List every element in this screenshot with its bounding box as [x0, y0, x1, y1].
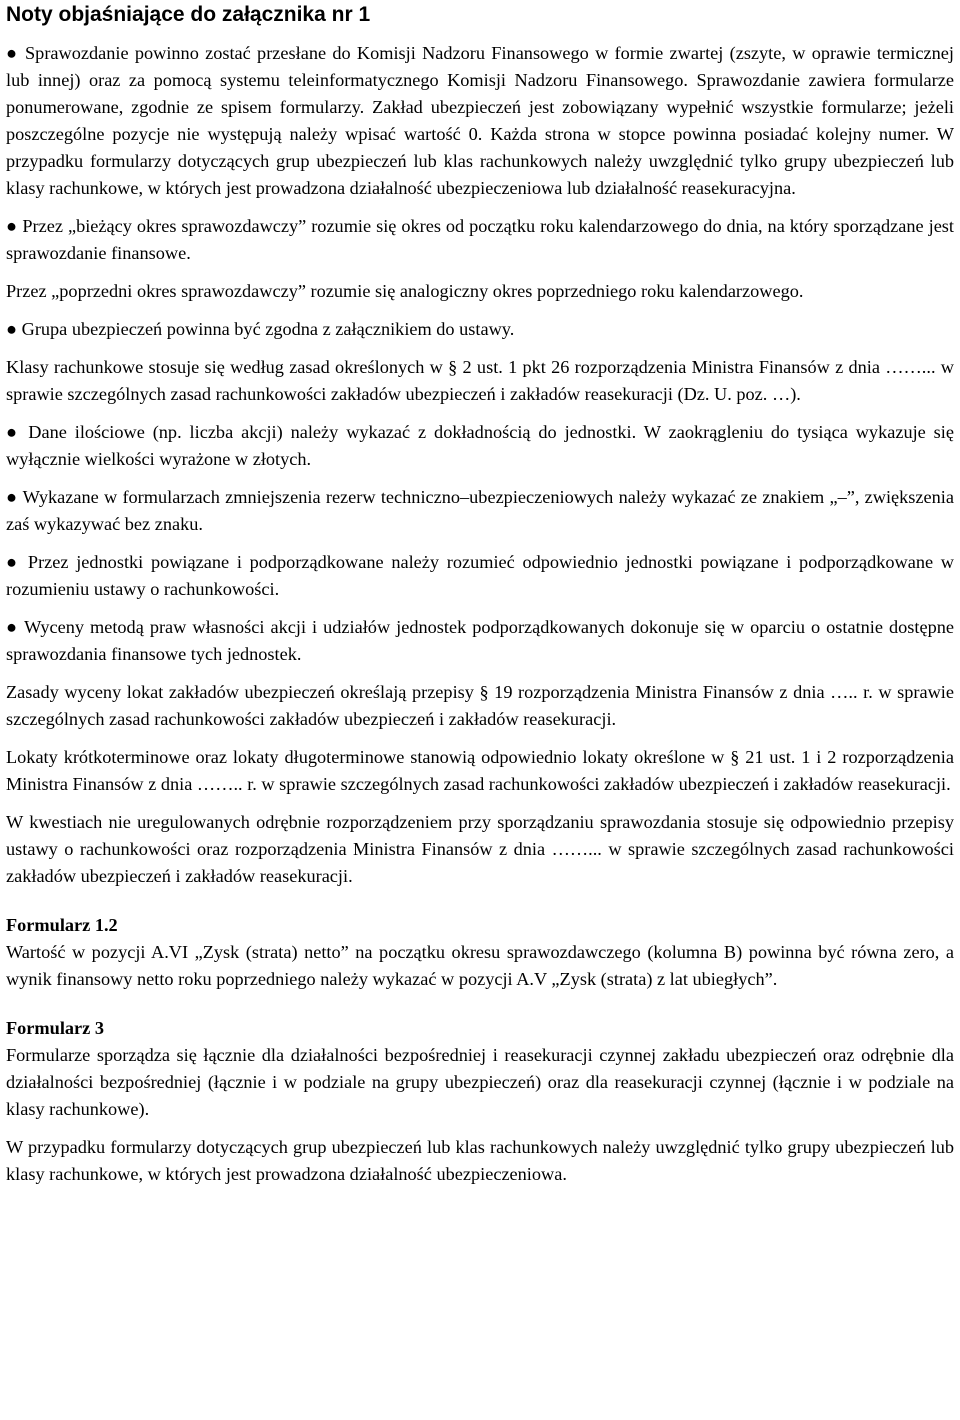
document-title: Noty objaśniające do załącznika nr 1: [6, 3, 371, 26]
paragraph-insurance-group: ● Grupa ubezpieczeń powinna być zgodna z załącznikiem do ustawy.: [6, 319, 515, 339]
section-heading-formularz-3: Formularz 3: [6, 1018, 104, 1038]
paragraph-accounting-classes: Klasy rachunkowe stosuje się według zasad określonych w § 2 ust. 1 pkt 26 rozporządzenia Ministra Finansów z dnia ……... w sprawie szczególnych zasad rachunkowości zakładów ubezpieczeń i zakładów reasekuracji (Dz. U. poz. …).: [6, 357, 954, 404]
paragraph-other-regulations: W kwestiach nie uregulowanych odrębnie rozporządzeniem przy sporządzaniu sprawozdania stosuje się odpowiednio przepisy ustawy o rachunkowości oraz rozporządzenia Ministra Finansów z dnia ……... w sprawie szczególnych zasad rachunkowości zakładów ubezpieczeń i zakładów reasekuracji.: [6, 812, 954, 886]
paragraph-equity-method: ● Wyceny metodą praw własności akcji i udziałów jednostek podporządkowanych dokonuje się w oparciu o ostatnie dostępne sprawozdania finansowe tych jednostek.: [6, 617, 954, 664]
section-heading-formularz-1-2: Formularz 1.2: [6, 915, 118, 935]
paragraph-formularz-1-2: Wartość w pozycji A.VI „Zysk (strata) netto” na początku okresu sprawozdawczego (kolumna B) powinna być równa zero, a wynik finansowy netto roku poprzedniego należy wykazać w pozycji A.V „Zysk (strata) z lat ubiegłych”.: [6, 942, 954, 989]
paragraph-related-entities: ● Przez jednostki powiązane i podporządkowane należy rozumieć odpowiednio jednostki powiązane i podporządkowane w rozumieniu ustawy o rachunkowości.: [6, 552, 954, 599]
paragraph-investment-valuation: Zasady wyceny lokat zakładów ubezpieczeń określają przepisy § 19 rozporządzenia Ministra Finansów z dnia ….. r. w sprawie szczególnych zasad rachunkowości zakładów ubezpieczeń i zakładów reasekuracji.: [6, 682, 954, 729]
paragraph-previous-period: Przez „poprzedni okres sprawozdawczy” rozumie się analogiczny okres poprzedniego roku kalendarzowego.: [6, 281, 804, 301]
paragraph-formularz-3-groups: W przypadku formularzy dotyczących grup ubezpieczeń lub klas rachunkowych należy uwzględnić tylko grupy ubezpieczeń lub klasy rachunkowe, w których jest prowadzona działalność ubezpieczeniowa.: [6, 1137, 954, 1184]
paragraph-quantitative-data: ● Dane ilościowe (np. liczba akcji) należy wykazać z dokładnością do jednostki. W zaokrągleniu do tysiąca wykazuje się wyłącznie wielkości wyrażone w złotych.: [6, 422, 954, 469]
paragraph-reserve-decreases: ● Wykazane w formularzach zmniejszenia rezerw techniczno–ubezpieczeniowych należy wykazać ze znakiem „–”, zwiększenia zaś wykazywać bez znaku.: [6, 487, 954, 534]
paragraph-short-long-term-deposits: Lokaty krótkoterminowe oraz lokaty długoterminowe stanowią odpowiednio lokaty określone w § 21 ust. 1 i 2 rozporządzenia Ministra Finansów z dnia …….. r. w sprawie szczególnych zasad rachunkowości zakładów ubezpieczeń i zakładów reasekuracji.: [6, 747, 954, 794]
paragraph-submission-rules: ● Sprawozdanie powinno zostać przesłane do Komisji Nadzoru Finansowego w formie zwartej (zszyte, w oprawie termicznej lub innej) oraz za pomocą systemu teleinformatycznego Komisji Nadzoru Finansowego. Sprawozdanie zawiera formularze ponumerowane, zgodnie ze spisem formularzy. Zakład ubezpieczeń jest zobowiązany wypełnić wszystkie formularze; jeżeli poszczególne pozycje nie występują należy wpisać wartość 0. Każda strona w stopce powinna posiadać kolejny numer. W przypadku formularzy dotyczących grup ubezpieczeń lub klas rachunkowych należy uwzględnić tylko grupy ubezpieczeń lub klasy rachunkowe, w których jest prowadzona działalność ubezpieczeniowa lub działalność reasekuracyjna.: [6, 43, 954, 198]
paragraph-current-period: ● Przez „bieżący okres sprawozdawczy” rozumie się okres od początku roku kalendarzowego do dnia, na który sporządzane jest sprawozdanie finansowe.: [6, 216, 954, 263]
paragraph-formularz-3-scope: Formularze sporządza się łącznie dla działalności bezpośredniej i reasekuracji czynnej zakładu ubezpieczeń oraz odrębnie dla działalności bezpośredniej (łącznie i w podziale na grupy ubezpieczeń) oraz dla reasekuracji czynnej (łącznie i w podziale na klasy rachunkowe).: [6, 1045, 954, 1119]
